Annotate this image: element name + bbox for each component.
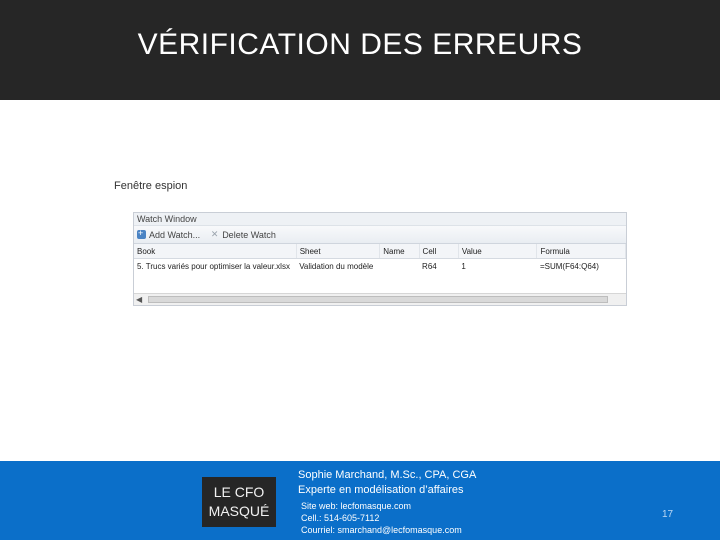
contact-block [301,500,462,536]
scroll-left-icon[interactable]: ◀ [136,295,143,304]
slide-header [0,0,720,100]
cell-value: 1 [461,262,466,271]
column-header-cell[interactable]: Cell [419,244,458,259]
author-name: Sophie Marchand, M.Sc., CPA, CGA [298,469,477,481]
column-header-value[interactable]: Value [458,244,537,259]
column-header-formula[interactable]: Formula [537,244,626,259]
author-title: Experte en modélisation d’affaires [298,484,464,496]
watch-table [134,244,626,274]
horizontal-scrollbar[interactable] [134,293,626,305]
cell-book: 5. Trucs variés pour optimiser la valeur.xlsx [137,262,290,271]
contact-phone: Cell.: 514-605-7112 [301,513,380,523]
delete-watch-button[interactable] [210,230,276,240]
author-block [298,468,476,498]
cell-sheet: Validation du modèle [299,262,374,271]
column-header-sheet[interactable]: Sheet [296,244,380,259]
cell-formula: =SUM(F64:Q64) [539,262,599,271]
cell-cell: R64 [422,262,437,271]
slide-number: 17 [662,509,674,520]
delete-watch-label: Delete Watch [222,229,276,240]
logo [202,477,276,527]
figure-caption: Fenêtre espion [114,180,188,192]
scroll-thumb[interactable] [148,296,608,303]
column-header-book[interactable]: Book [134,244,296,259]
add-watch-button[interactable] [137,230,200,240]
logo-line2: MASQUÉ [208,503,270,519]
slide-title: VÉRIFICATION DES ERREURS [137,28,583,61]
table-row[interactable] [134,259,626,275]
column-header-name[interactable]: Name [380,244,419,259]
watch-window [133,212,627,306]
watch-toolbar [134,226,626,244]
add-watch-icon [137,230,146,239]
contact-email: Courriel: smarchand@lecfomasque.com [301,525,462,535]
logo-line1: LE CFO [213,484,265,500]
delete-watch-icon: ✕ [210,229,219,239]
cell-name [380,259,419,275]
watch-header-row [134,244,626,259]
contact-website: Site web: lecfomasque.com [301,501,412,511]
watch-window-title: Watch Window [134,213,626,226]
add-watch-label: Add Watch... [149,229,201,240]
